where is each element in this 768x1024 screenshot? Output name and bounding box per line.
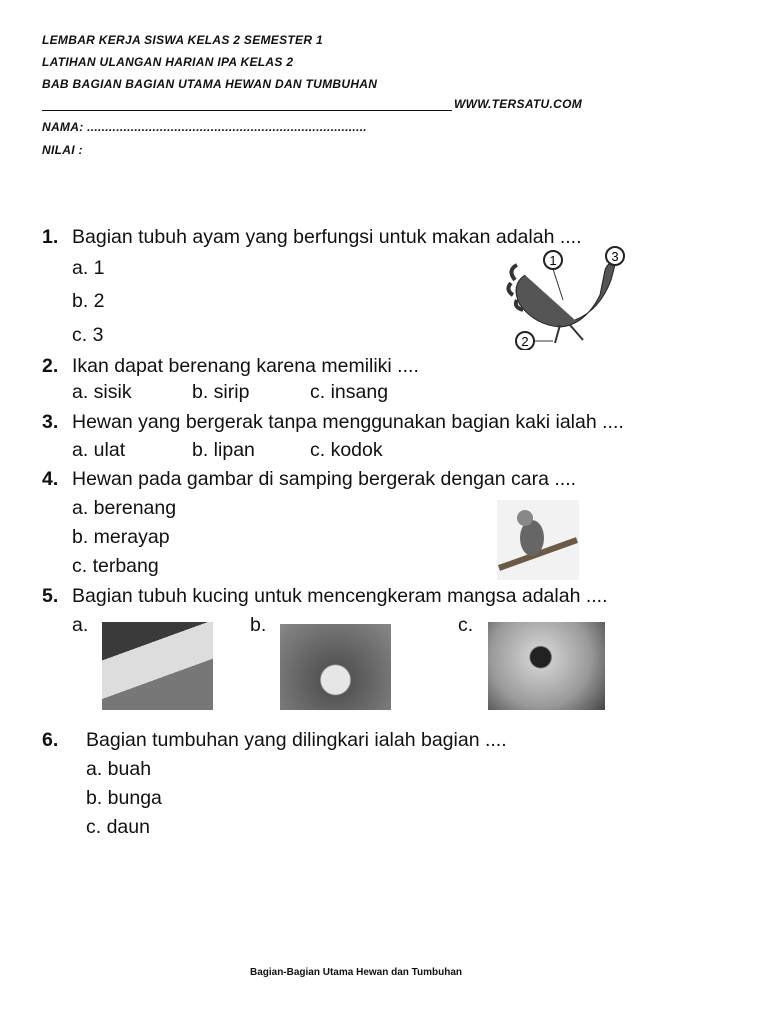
- option: a. 1: [72, 257, 105, 279]
- option: b. bunga: [86, 787, 162, 809]
- option: b. 2: [72, 290, 105, 312]
- question-6: 6. Bagian tumbuhan yang dilingkari ialah bagian ....: [42, 729, 507, 751]
- score-field: NILAI :: [42, 143, 83, 157]
- option: a. ulat: [72, 439, 126, 461]
- option: b. merayap: [72, 526, 170, 548]
- website: WWW.TERSATU.COM: [454, 97, 583, 111]
- figure-label-3: 3: [611, 249, 619, 264]
- option: c. terbang: [72, 555, 159, 577]
- question-5: 5. Bagian tubuh kucing untuk mencengkeram mangsa adalah ....: [42, 585, 608, 607]
- cat-paw-image: [280, 624, 391, 710]
- option: a. buah: [86, 758, 152, 780]
- parrot-image: [497, 500, 579, 580]
- option: a. sisik: [72, 381, 132, 403]
- header-rule: [42, 110, 452, 111]
- option: c. insang: [310, 381, 389, 403]
- option: a. berenang: [72, 497, 177, 519]
- figure-label-1: 1: [549, 253, 557, 268]
- question-3: 3. Hewan yang bergerak tanpa menggunakan bagian kaki ialah ....: [42, 411, 624, 433]
- option: b. lipan: [192, 439, 255, 461]
- option: b.: [250, 614, 267, 636]
- option: a.: [72, 614, 89, 636]
- question-1: 1. Bagian tubuh ayam yang berfungsi untuk makan adalah ....: [42, 226, 582, 248]
- question-4: 4. Hewan pada gambar di samping bergerak dengan cara ....: [42, 468, 577, 490]
- figure-label-2: 2: [521, 334, 529, 349]
- option: c. daun: [86, 816, 150, 838]
- footer: Bagian-Bagian Utama Hewan dan Tumbuhan: [249, 967, 463, 978]
- name-field: NAMA: .............................................................................: [42, 120, 367, 134]
- cat-mouth-image: [488, 622, 605, 710]
- option: c. kodok: [310, 439, 383, 461]
- cat-tail-image: [102, 622, 213, 710]
- option: c.: [458, 614, 474, 636]
- question-2: 2. Ikan dapat berenang karena memiliki ....: [42, 355, 419, 377]
- header-line-2: LATIHAN ULANGAN HARIAN IPA KELAS 2: [42, 55, 294, 69]
- rooster-figure: [505, 245, 635, 350]
- header-line-1: LEMBAR KERJA SISWA KELAS 2 SEMESTER 1: [42, 33, 323, 47]
- header-line-3: BAB BAGIAN BAGIAN UTAMA HEWAN DAN TUMBUHAN: [42, 77, 378, 91]
- option: b. sirip: [192, 381, 250, 403]
- option: c. 3: [72, 324, 104, 346]
